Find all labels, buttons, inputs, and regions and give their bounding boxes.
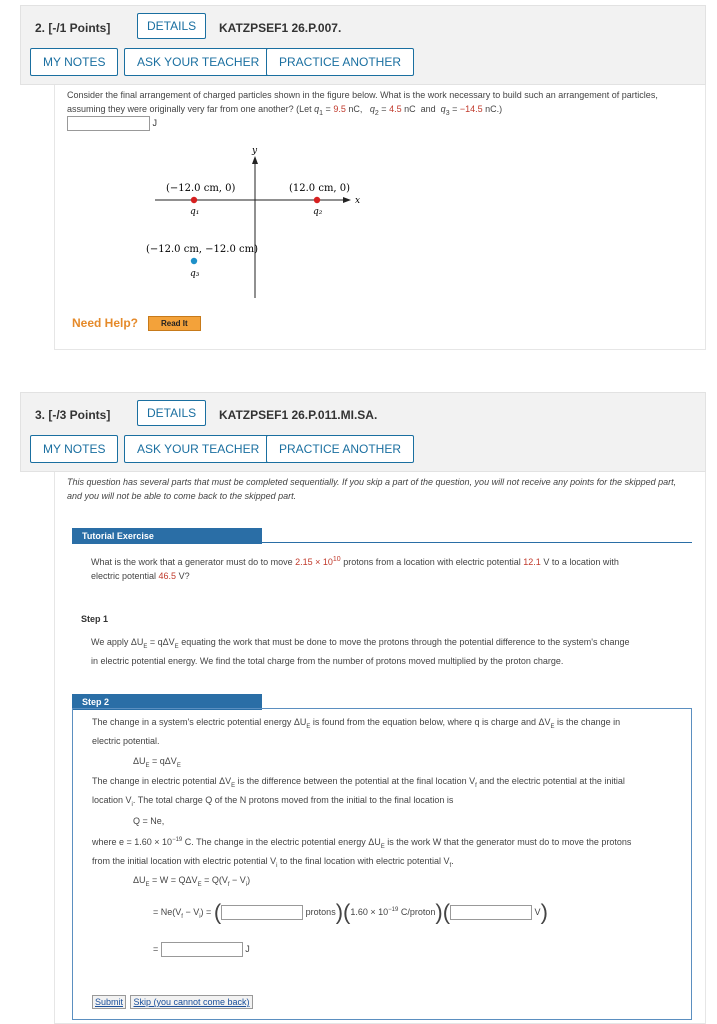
q2-coord: (12.0 cm, 0) [289,183,351,194]
y-axis-arrow [252,156,258,164]
q1-label: q₁ [190,207,200,217]
step2-para2: The change in electric potential $\Delta V_E$ is the difference between the potential at the final location $V_f$ and the electric potential at the initial location $V_i$. The total charge Q of the N protons moved from the initial to the final location is [92,776,625,808]
q2-ask-teacher-button[interactable]: ASK YOUR TEACHER [124,48,272,76]
q2-answer-unit: J [152,117,158,128]
q2-answer-input[interactable] [67,116,150,131]
q2-title: 2. [-/1 Points] [35,21,111,35]
need-help-label: Need Help? [72,316,139,330]
q3-notice: This question has several parts that must be completed sequentially. If you skip a part of the question, you will not receive any points for the skipped part, and you will not be able to come back to the skipped part. [67,477,677,501]
skip-button[interactable]: Skip (you cannot come back) [130,995,252,1009]
step1-title: Step 1 [81,614,109,624]
submit-button[interactable]: Submit [92,995,126,1009]
q3-label: q₃ [190,269,200,279]
charge-figure [55,140,707,300]
x-axis-arrow [343,197,351,203]
y-axis-label: y [252,146,258,156]
q2-details-button[interactable]: DETAILS [137,13,206,39]
step2-box [72,708,692,1020]
q3-coord: (−12.0 cm, −12.0 cm) [146,244,258,255]
q3-practice-another-button[interactable]: PRACTICE ANOTHER [266,435,414,463]
q2-my-notes-button[interactable]: MY NOTES [30,48,118,76]
q3-title: 3. [-/3 Points] [35,408,111,422]
step2-para1: The change in a system's electric potential energy $\Delta U_E$ is found from the equation below, where q is charge and $\Delta V_E$ is the change in electric potential. [92,717,621,746]
step2-actions [92,992,253,1010]
q1-coord: (−12.0 cm, 0) [166,183,236,194]
protons-input[interactable] [221,905,303,920]
q2-label: q₂ [313,207,323,217]
voltage-input[interactable] [450,905,532,920]
step2-eq3: $\Delta U_E = W = Q\Delta V_E = Q(V_f - V_i)$ [133,875,251,888]
work-input[interactable] [161,942,243,957]
q3-dot [191,258,197,264]
q3-my-notes-button[interactable]: MY NOTES [30,435,118,463]
q1-dot [191,197,197,203]
q3-code: KATZPSEF1 26.P.011.MI.SA. [219,408,378,422]
q2-header [20,5,706,85]
step2-eq5: = J [153,942,250,957]
q3-header [20,392,706,472]
q3-details-button[interactable]: DETAILS [137,400,206,426]
q3-ask-teacher-button[interactable]: ASK YOUR TEACHER [124,435,272,463]
step1-text: We apply $\Delta U_E = q\Delta V_E$ equating the work that must be done to move the protons through the potential difference to the system's change in electric potential energy. We find the total charge from the number of protons moved multiplied by the proton charge. [91,637,630,666]
step2-eq1: $\Delta U_E = q\Delta V_E$ [133,756,181,769]
step2-eq2: Q = Ne, [133,816,165,826]
step2-tab: Step 2 [72,694,262,710]
step2-eq4: = $Ne(V_f - V_i)$ = ( protons)(1.60 × $10^{-19}$ C/proton)( V) [153,899,548,925]
q2-prompt: Consider the final arrangement of charged particles shown in the figure below. What is the work necessary to build such an arrangement of particles, assuming they were originally very far from one another? (Let $q_1 = 9.5$ nC, $q_2 = 4.5$ nC and $q_3 = -14.5$ nC.) [67,90,658,117]
step2-para3: where $e = 1.60 \times 10^{-19}$ C. The change in the electric potential energy $\Delta U_E$ is the work W that the generator must do to move the protons from the initial location with electric potential $V_i$ to the final location with electric potential $V_f$. [92,837,632,869]
q2-answer-row [67,116,157,131]
read-it-button[interactable]: Read It [148,316,201,331]
q2-dot [314,197,320,203]
q3-body [54,472,706,1024]
q2-practice-another-button[interactable]: PRACTICE ANOTHER [266,48,414,76]
tutorial-tab: Tutorial Exercise [72,528,262,544]
tutorial-question: What is the work that a generator must do to move $2.15 \times 10^{10}$ protons from a location with electric potential 12.1 V to a location with electric potential 46.5 V? [91,556,619,581]
q2-body [54,85,706,350]
x-axis-label: x [355,196,361,206]
q2-code: KATZPSEF1 26.P.007. [219,21,342,35]
tutorial-divider [72,542,692,543]
